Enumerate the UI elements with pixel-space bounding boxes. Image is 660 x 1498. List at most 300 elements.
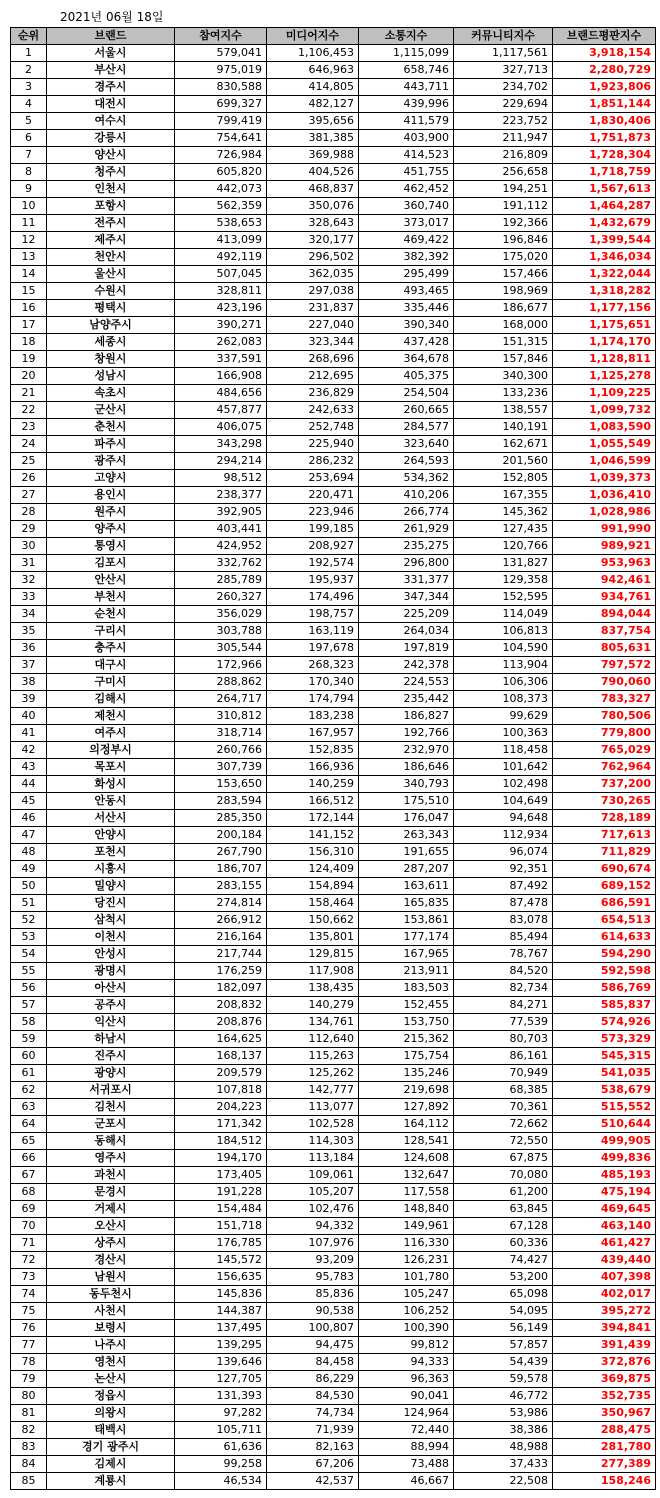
communication-cell: 266,774: [359, 504, 454, 521]
participation-cell: 267,790: [175, 844, 267, 861]
reputation-cell: 1,318,282: [553, 283, 656, 300]
reputation-cell: 654,513: [553, 912, 656, 929]
communication-cell: 100,390: [359, 1320, 454, 1337]
reputation-cell: 1,399,544: [553, 232, 656, 249]
media-cell: 109,061: [267, 1167, 359, 1184]
table-row: [11, 147, 656, 164]
communication-cell: 175,754: [359, 1048, 454, 1065]
media-cell: 231,837: [267, 300, 359, 317]
reputation-cell: 1,322,044: [553, 266, 656, 283]
header-participation-index: 참여지수: [175, 28, 267, 45]
community-cell: 57,857: [454, 1337, 553, 1354]
community-cell: 151,315: [454, 334, 553, 351]
report-date: 2021년 06월 18일: [60, 10, 164, 24]
communication-cell: 101,780: [359, 1269, 454, 1286]
brand-cell: 안산시: [47, 572, 175, 589]
participation-cell: 266,912: [175, 912, 267, 929]
participation-cell: 413,099: [175, 232, 267, 249]
rank-cell: 67: [11, 1167, 47, 1184]
reputation-cell: 1,128,811: [553, 351, 656, 368]
table-row: [11, 1167, 656, 1184]
participation-cell: 194,170: [175, 1150, 267, 1167]
rank-cell: 39: [11, 691, 47, 708]
rank-cell: 65: [11, 1133, 47, 1150]
community-cell: 131,827: [454, 555, 553, 572]
participation-cell: 164,625: [175, 1031, 267, 1048]
community-cell: 37,433: [454, 1456, 553, 1473]
table-row: [11, 215, 656, 232]
rank-cell: 10: [11, 198, 47, 215]
brand-cell: 수원시: [47, 283, 175, 300]
participation-cell: 343,298: [175, 436, 267, 453]
participation-cell: 260,327: [175, 589, 267, 606]
communication-cell: 132,647: [359, 1167, 454, 1184]
community-cell: 67,128: [454, 1218, 553, 1235]
media-cell: 208,927: [267, 538, 359, 555]
communication-cell: 232,970: [359, 742, 454, 759]
reputation-cell: 797,572: [553, 657, 656, 674]
brand-cell: 서산시: [47, 810, 175, 827]
communication-cell: 284,577: [359, 419, 454, 436]
media-cell: 158,464: [267, 895, 359, 912]
participation-cell: 726,984: [175, 147, 267, 164]
community-cell: 63,845: [454, 1201, 553, 1218]
communication-cell: 364,678: [359, 351, 454, 368]
rank-cell: 44: [11, 776, 47, 793]
brand-cell: 경산시: [47, 1252, 175, 1269]
communication-cell: 224,553: [359, 674, 454, 691]
community-cell: 85,494: [454, 929, 553, 946]
rank-cell: 57: [11, 997, 47, 1014]
communication-cell: 149,961: [359, 1218, 454, 1235]
reputation-cell: 350,967: [553, 1405, 656, 1422]
brand-cell: 울산시: [47, 266, 175, 283]
community-cell: 216,809: [454, 147, 553, 164]
table-row: [11, 113, 656, 130]
table-row: [11, 640, 656, 657]
brand-cell: 광주시: [47, 453, 175, 470]
participation-cell: 754,641: [175, 130, 267, 147]
table-row: [11, 1065, 656, 1082]
table-row: [11, 130, 656, 147]
brand-cell: 남양주시: [47, 317, 175, 334]
rank-cell: 45: [11, 793, 47, 810]
reputation-cell: 402,017: [553, 1286, 656, 1303]
table-row: [11, 793, 656, 810]
rank-cell: 54: [11, 946, 47, 963]
table-row: [11, 929, 656, 946]
media-cell: 125,262: [267, 1065, 359, 1082]
reputation-cell: 728,189: [553, 810, 656, 827]
brand-cell: 충주시: [47, 640, 175, 657]
brand-cell: 광명시: [47, 963, 175, 980]
table-row: [11, 623, 656, 640]
participation-cell: 283,594: [175, 793, 267, 810]
media-cell: 71,939: [267, 1422, 359, 1439]
table-row: [11, 402, 656, 419]
table-row: [11, 912, 656, 929]
rank-cell: 38: [11, 674, 47, 691]
participation-cell: 145,572: [175, 1252, 267, 1269]
header-brand-reputation-index: 브랜드평판지수: [553, 28, 656, 45]
community-cell: 133,236: [454, 385, 553, 402]
participation-cell: 260,766: [175, 742, 267, 759]
participation-cell: 799,419: [175, 113, 267, 130]
participation-cell: 310,812: [175, 708, 267, 725]
community-cell: 94,648: [454, 810, 553, 827]
rank-cell: 80: [11, 1388, 47, 1405]
participation-cell: 209,579: [175, 1065, 267, 1082]
community-cell: 67,875: [454, 1150, 553, 1167]
table-row: [11, 1337, 656, 1354]
community-cell: 106,306: [454, 674, 553, 691]
participation-cell: 216,164: [175, 929, 267, 946]
table-row: [11, 980, 656, 997]
participation-cell: 403,441: [175, 521, 267, 538]
participation-cell: 830,588: [175, 79, 267, 96]
community-cell: 191,112: [454, 198, 553, 215]
table-row: [11, 725, 656, 742]
rank-cell: 62: [11, 1082, 47, 1099]
table-row: [11, 283, 656, 300]
reputation-cell: 395,272: [553, 1303, 656, 1320]
community-cell: 54,439: [454, 1354, 553, 1371]
brand-cell: 안성시: [47, 946, 175, 963]
brand-cell: 익산시: [47, 1014, 175, 1031]
rank-cell: 77: [11, 1337, 47, 1354]
communication-cell: 260,665: [359, 402, 454, 419]
header-communication-index: 소통지수: [359, 28, 454, 45]
media-cell: 140,279: [267, 997, 359, 1014]
reputation-cell: 1,109,225: [553, 385, 656, 402]
media-cell: 362,035: [267, 266, 359, 283]
rank-cell: 53: [11, 929, 47, 946]
reputation-cell: 574,926: [553, 1014, 656, 1031]
rank-cell: 40: [11, 708, 47, 725]
rank-cell: 60: [11, 1048, 47, 1065]
reputation-cell: 2,280,729: [553, 62, 656, 79]
participation-cell: 238,377: [175, 487, 267, 504]
table-row: [11, 674, 656, 691]
participation-cell: 182,097: [175, 980, 267, 997]
communication-cell: 191,655: [359, 844, 454, 861]
table-row: [11, 504, 656, 521]
community-cell: 113,904: [454, 657, 553, 674]
rank-cell: 70: [11, 1218, 47, 1235]
brand-cell: 목포시: [47, 759, 175, 776]
reputation-cell: 585,837: [553, 997, 656, 1014]
communication-cell: 451,755: [359, 164, 454, 181]
table-row: [11, 997, 656, 1014]
rank-cell: 85: [11, 1473, 47, 1490]
reputation-cell: 690,674: [553, 861, 656, 878]
reputation-cell: 783,327: [553, 691, 656, 708]
reputation-cell: 730,265: [553, 793, 656, 810]
participation-cell: 307,739: [175, 759, 267, 776]
community-cell: 53,986: [454, 1405, 553, 1422]
table-row: [11, 521, 656, 538]
community-cell: 198,969: [454, 283, 553, 300]
community-cell: 129,358: [454, 572, 553, 589]
community-cell: 145,362: [454, 504, 553, 521]
table-row: [11, 1388, 656, 1405]
table-header-row: [11, 28, 656, 45]
rank-cell: 25: [11, 453, 47, 470]
brand-cell: 안동시: [47, 793, 175, 810]
reputation-cell: 573,329: [553, 1031, 656, 1048]
community-cell: 234,702: [454, 79, 553, 96]
communication-cell: 264,034: [359, 623, 454, 640]
participation-cell: 390,271: [175, 317, 267, 334]
communication-cell: 153,750: [359, 1014, 454, 1031]
reputation-cell: 439,440: [553, 1252, 656, 1269]
participation-cell: 294,214: [175, 453, 267, 470]
reputation-cell: 765,029: [553, 742, 656, 759]
media-cell: 107,976: [267, 1235, 359, 1252]
reputation-cell: 469,645: [553, 1201, 656, 1218]
reputation-cell: 989,921: [553, 538, 656, 555]
communication-cell: 176,047: [359, 810, 454, 827]
rank-cell: 74: [11, 1286, 47, 1303]
table-row: [11, 300, 656, 317]
communication-cell: 1,115,099: [359, 45, 454, 62]
rank-cell: 9: [11, 181, 47, 198]
participation-cell: 406,075: [175, 419, 267, 436]
brand-cell: 영천시: [47, 1354, 175, 1371]
brand-cell: 서귀포시: [47, 1082, 175, 1099]
community-cell: 72,550: [454, 1133, 553, 1150]
communication-cell: 165,835: [359, 895, 454, 912]
media-cell: 199,185: [267, 521, 359, 538]
participation-cell: 186,707: [175, 861, 267, 878]
rank-cell: 76: [11, 1320, 47, 1337]
community-cell: 56,149: [454, 1320, 553, 1337]
brand-cell: 시흥시: [47, 861, 175, 878]
reputation-cell: 1,083,590: [553, 419, 656, 436]
brand-cell: 김포시: [47, 555, 175, 572]
brand-cell: 강릉시: [47, 130, 175, 147]
communication-cell: 186,827: [359, 708, 454, 725]
rank-cell: 46: [11, 810, 47, 827]
rank-cell: 12: [11, 232, 47, 249]
communication-cell: 163,611: [359, 878, 454, 895]
media-cell: 395,656: [267, 113, 359, 130]
brand-cell: 포항시: [47, 198, 175, 215]
reputation-cell: 1,036,410: [553, 487, 656, 504]
community-cell: 106,813: [454, 623, 553, 640]
reputation-cell: 614,633: [553, 929, 656, 946]
media-cell: 156,310: [267, 844, 359, 861]
participation-cell: 423,196: [175, 300, 267, 317]
reputation-cell: 288,475: [553, 1422, 656, 1439]
media-cell: 117,908: [267, 963, 359, 980]
reputation-cell: 545,315: [553, 1048, 656, 1065]
brand-cell: 공주시: [47, 997, 175, 1014]
participation-cell: 139,295: [175, 1337, 267, 1354]
community-cell: 152,805: [454, 470, 553, 487]
communication-cell: 152,455: [359, 997, 454, 1014]
table-row: [11, 79, 656, 96]
communication-cell: 287,207: [359, 861, 454, 878]
brand-cell: 양산시: [47, 147, 175, 164]
participation-cell: 151,718: [175, 1218, 267, 1235]
participation-cell: 176,259: [175, 963, 267, 980]
communication-cell: 73,488: [359, 1456, 454, 1473]
reputation-cell: 461,427: [553, 1235, 656, 1252]
brand-cell: 사천시: [47, 1303, 175, 1320]
participation-cell: 975,019: [175, 62, 267, 79]
communication-cell: 127,892: [359, 1099, 454, 1116]
table-row: [11, 1320, 656, 1337]
community-cell: 162,671: [454, 436, 553, 453]
table-row: [11, 487, 656, 504]
community-cell: 167,355: [454, 487, 553, 504]
table-row: [11, 266, 656, 283]
rank-cell: 68: [11, 1184, 47, 1201]
rank-cell: 21: [11, 385, 47, 402]
media-cell: 141,152: [267, 827, 359, 844]
community-cell: 256,658: [454, 164, 553, 181]
table-row: [11, 453, 656, 470]
community-cell: 86,161: [454, 1048, 553, 1065]
communication-cell: 390,340: [359, 317, 454, 334]
media-cell: 113,184: [267, 1150, 359, 1167]
table-row: [11, 1269, 656, 1286]
rank-cell: 5: [11, 113, 47, 130]
communication-cell: 215,362: [359, 1031, 454, 1048]
reputation-cell: 1,099,732: [553, 402, 656, 419]
communication-cell: 186,646: [359, 759, 454, 776]
media-cell: 268,323: [267, 657, 359, 674]
brand-cell: 삼척시: [47, 912, 175, 929]
table-row: [11, 1150, 656, 1167]
media-cell: 195,937: [267, 572, 359, 589]
table-row: [11, 1303, 656, 1320]
brand-cell: 청주시: [47, 164, 175, 181]
reputation-cell: 1,728,304: [553, 147, 656, 164]
participation-cell: 98,512: [175, 470, 267, 487]
participation-cell: 699,327: [175, 96, 267, 113]
communication-cell: 225,209: [359, 606, 454, 623]
participation-cell: 337,591: [175, 351, 267, 368]
reputation-cell: 1,175,651: [553, 317, 656, 334]
community-cell: 201,560: [454, 453, 553, 470]
brand-cell: 밀양시: [47, 878, 175, 895]
reputation-cell: 780,506: [553, 708, 656, 725]
community-cell: 83,078: [454, 912, 553, 929]
participation-cell: 184,512: [175, 1133, 267, 1150]
participation-cell: 137,495: [175, 1320, 267, 1337]
communication-cell: 439,996: [359, 96, 454, 113]
communication-cell: 658,746: [359, 62, 454, 79]
reputation-cell: 1,830,406: [553, 113, 656, 130]
reputation-cell: 592,598: [553, 963, 656, 980]
brand-cell: 용인시: [47, 487, 175, 504]
media-cell: 150,662: [267, 912, 359, 929]
reputation-cell: 1,718,759: [553, 164, 656, 181]
participation-cell: 507,045: [175, 266, 267, 283]
brand-cell: 여주시: [47, 725, 175, 742]
participation-cell: 131,393: [175, 1388, 267, 1405]
community-cell: 118,458: [454, 742, 553, 759]
table-row: [11, 1031, 656, 1048]
communication-cell: 410,206: [359, 487, 454, 504]
reputation-cell: 779,800: [553, 725, 656, 742]
community-cell: 1,117,561: [454, 45, 553, 62]
participation-cell: 171,342: [175, 1116, 267, 1133]
communication-cell: 219,698: [359, 1082, 454, 1099]
media-cell: 192,574: [267, 555, 359, 572]
communication-cell: 335,446: [359, 300, 454, 317]
table-row: [11, 878, 656, 895]
media-cell: 105,207: [267, 1184, 359, 1201]
communication-cell: 264,593: [359, 453, 454, 470]
participation-cell: 303,788: [175, 623, 267, 640]
media-cell: 134,761: [267, 1014, 359, 1031]
table-row: [11, 368, 656, 385]
communication-cell: 263,343: [359, 827, 454, 844]
brand-cell: 속초시: [47, 385, 175, 402]
community-cell: 196,846: [454, 232, 553, 249]
communication-cell: 360,740: [359, 198, 454, 215]
brand-cell: 대구시: [47, 657, 175, 674]
communication-cell: 235,442: [359, 691, 454, 708]
communication-cell: 331,377: [359, 572, 454, 589]
communication-cell: 403,900: [359, 130, 454, 147]
rank-cell: 64: [11, 1116, 47, 1133]
table-row: [11, 691, 656, 708]
media-cell: 225,940: [267, 436, 359, 453]
reputation-cell: 894,044: [553, 606, 656, 623]
table-row: [11, 1456, 656, 1473]
table-row: [11, 1439, 656, 1456]
communication-cell: 534,362: [359, 470, 454, 487]
media-cell: 102,476: [267, 1201, 359, 1218]
participation-cell: 538,653: [175, 215, 267, 232]
community-cell: 59,578: [454, 1371, 553, 1388]
participation-cell: 191,228: [175, 1184, 267, 1201]
table-row: [11, 470, 656, 487]
media-cell: 236,829: [267, 385, 359, 402]
table-row: [11, 1082, 656, 1099]
rank-cell: 23: [11, 419, 47, 436]
media-cell: 74,734: [267, 1405, 359, 1422]
community-cell: 100,363: [454, 725, 553, 742]
media-cell: 93,209: [267, 1252, 359, 1269]
table-row: [11, 45, 656, 62]
participation-cell: 285,350: [175, 810, 267, 827]
participation-cell: 318,714: [175, 725, 267, 742]
community-cell: 99,629: [454, 708, 553, 725]
rank-cell: 61: [11, 1065, 47, 1082]
communication-cell: 88,994: [359, 1439, 454, 1456]
rank-cell: 48: [11, 844, 47, 861]
participation-cell: 166,908: [175, 368, 267, 385]
table-row: [11, 1048, 656, 1065]
rank-cell: 30: [11, 538, 47, 555]
brand-cell: 김천시: [47, 1099, 175, 1116]
reputation-cell: 1,851,144: [553, 96, 656, 113]
table-row: [11, 1252, 656, 1269]
brand-cell: 문경시: [47, 1184, 175, 1201]
reputation-cell: 594,290: [553, 946, 656, 963]
community-cell: 70,949: [454, 1065, 553, 1082]
reputation-cell: 394,841: [553, 1320, 656, 1337]
community-cell: 87,478: [454, 895, 553, 912]
brand-cell: 구리시: [47, 623, 175, 640]
table-row: [11, 708, 656, 725]
media-cell: 197,678: [267, 640, 359, 657]
